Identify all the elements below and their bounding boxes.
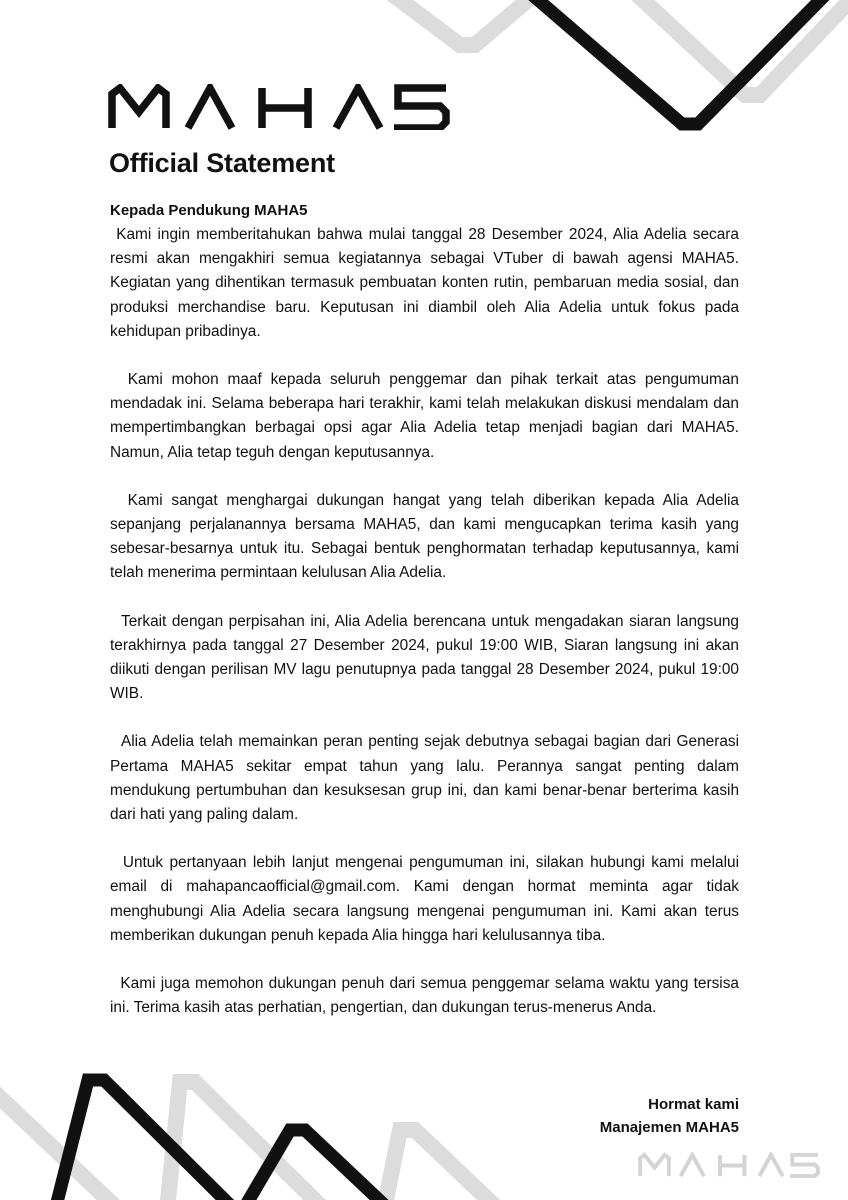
closing-text: Hormat kami <box>648 1096 739 1113</box>
statement-body <box>110 223 744 1044</box>
top-stripe-dark <box>515 0 840 124</box>
paragraph: Untuk pertanyaan lebih lanjut mengenai pengumuman ini, silakan hubungi kami melalui email di mahapancaofficial@gmail.com. Kami dengan hormat meminta agar tidak menghubungi Alia Adelia secara langsung mengenai pengumuman ini. Kami akan terus memberikan dukungan penuh kepada Alia hingga hari kelulusannya tiba. <box>110 854 744 944</box>
bottom-stripe-light-1 <box>0 1088 140 1200</box>
paragraph: Alia Adelia telah memainkan peran penting sejak debutnya sebagai bagian dari Generasi Pertama MAHA5 sekitar empat tahun yang lalu. Perannya sangat penting dalam mendukung pertumbuhan dan kesuksesan grup ini, dan kami benar-benar berterima kasih dari hati yang paling dalam. <box>110 733 744 824</box>
bottom-stripe-light-2 <box>165 1082 345 1200</box>
signatory: Manajemen MAHA5 <box>599 1118 739 1136</box>
sign-off <box>600 1094 739 1139</box>
paragraph: Kami sangat menghargai dukungan hangat yang telah diberikan kepada Alia Adelia sepanjang perjalanannya bersama MAHA5, dan kami mengucapkan terima kasih yang sebesar-besarnya untuk itu. Sebagai bentuk penghormatan terhadap keputusannya, kami telah menerima permintaan kelulusan Alia Adelia. <box>110 491 744 582</box>
bottom-stripe-light-3 <box>380 1130 520 1200</box>
page-title: Official Statement <box>109 148 335 178</box>
bottom-left-stripes <box>0 1080 520 1200</box>
salutation: Kepada Pendukung MAHA5 <box>110 202 308 219</box>
maha5-watermark-logo <box>638 1152 820 1178</box>
maha5-logo <box>108 84 450 130</box>
bottom-stripe-dark <box>50 1080 395 1200</box>
top-stripe-light-2 <box>600 0 848 95</box>
paragraph: Kami mohon maaf kepada seluruh penggemar dan pihak terkait atas pengumuman mendadak ini. Selama beberapa hari terakhir, kami telah melakukan diskusi mendalam dan mempertimbangkan berbagai opsi agar Alia Adelia tetap menjadi bagian dari MAHA5. Namun, Alia tetap teguh dengan keputusannya. <box>110 371 744 461</box>
paragraph: Kami ingin memberitahukan bahwa mulai tanggal 28 Desember 2024, Alia Adelia secara resmi akan mengakhiri semua kegiatannya sebagai VTuber di bawah agensi MAHA5. Kegiatan yang dihentikan termasuk pembuatan konten rutin, pembaruan media sosial, dan produksi merchandise baru. Keputusan ini diambil oleh Alia Adelia untuk fokus pada kehidupan pribadinya. <box>110 226 744 340</box>
paragraph: Kami juga memohon dukungan penuh dari semua penggemar selama waktu yang tersisa ini. Terima kasih atas perhatian, pengertian, dan dukungan terus-menerus Anda. <box>110 975 744 1017</box>
paragraph: Terkait dengan perpisahan ini, Alia Adelia berencana untuk mengadakan siaran langsung terakhirnya pada tanggal 27 Desember 2024, pukul 19:00 WIB, Siaran langsung ini akan diikuti dengan perilisan MV lagu penutupnya pada tanggal 28 Desember 2024, pukul 19:00 WIB. <box>110 612 744 703</box>
top-stripe-light-1 <box>360 0 610 45</box>
